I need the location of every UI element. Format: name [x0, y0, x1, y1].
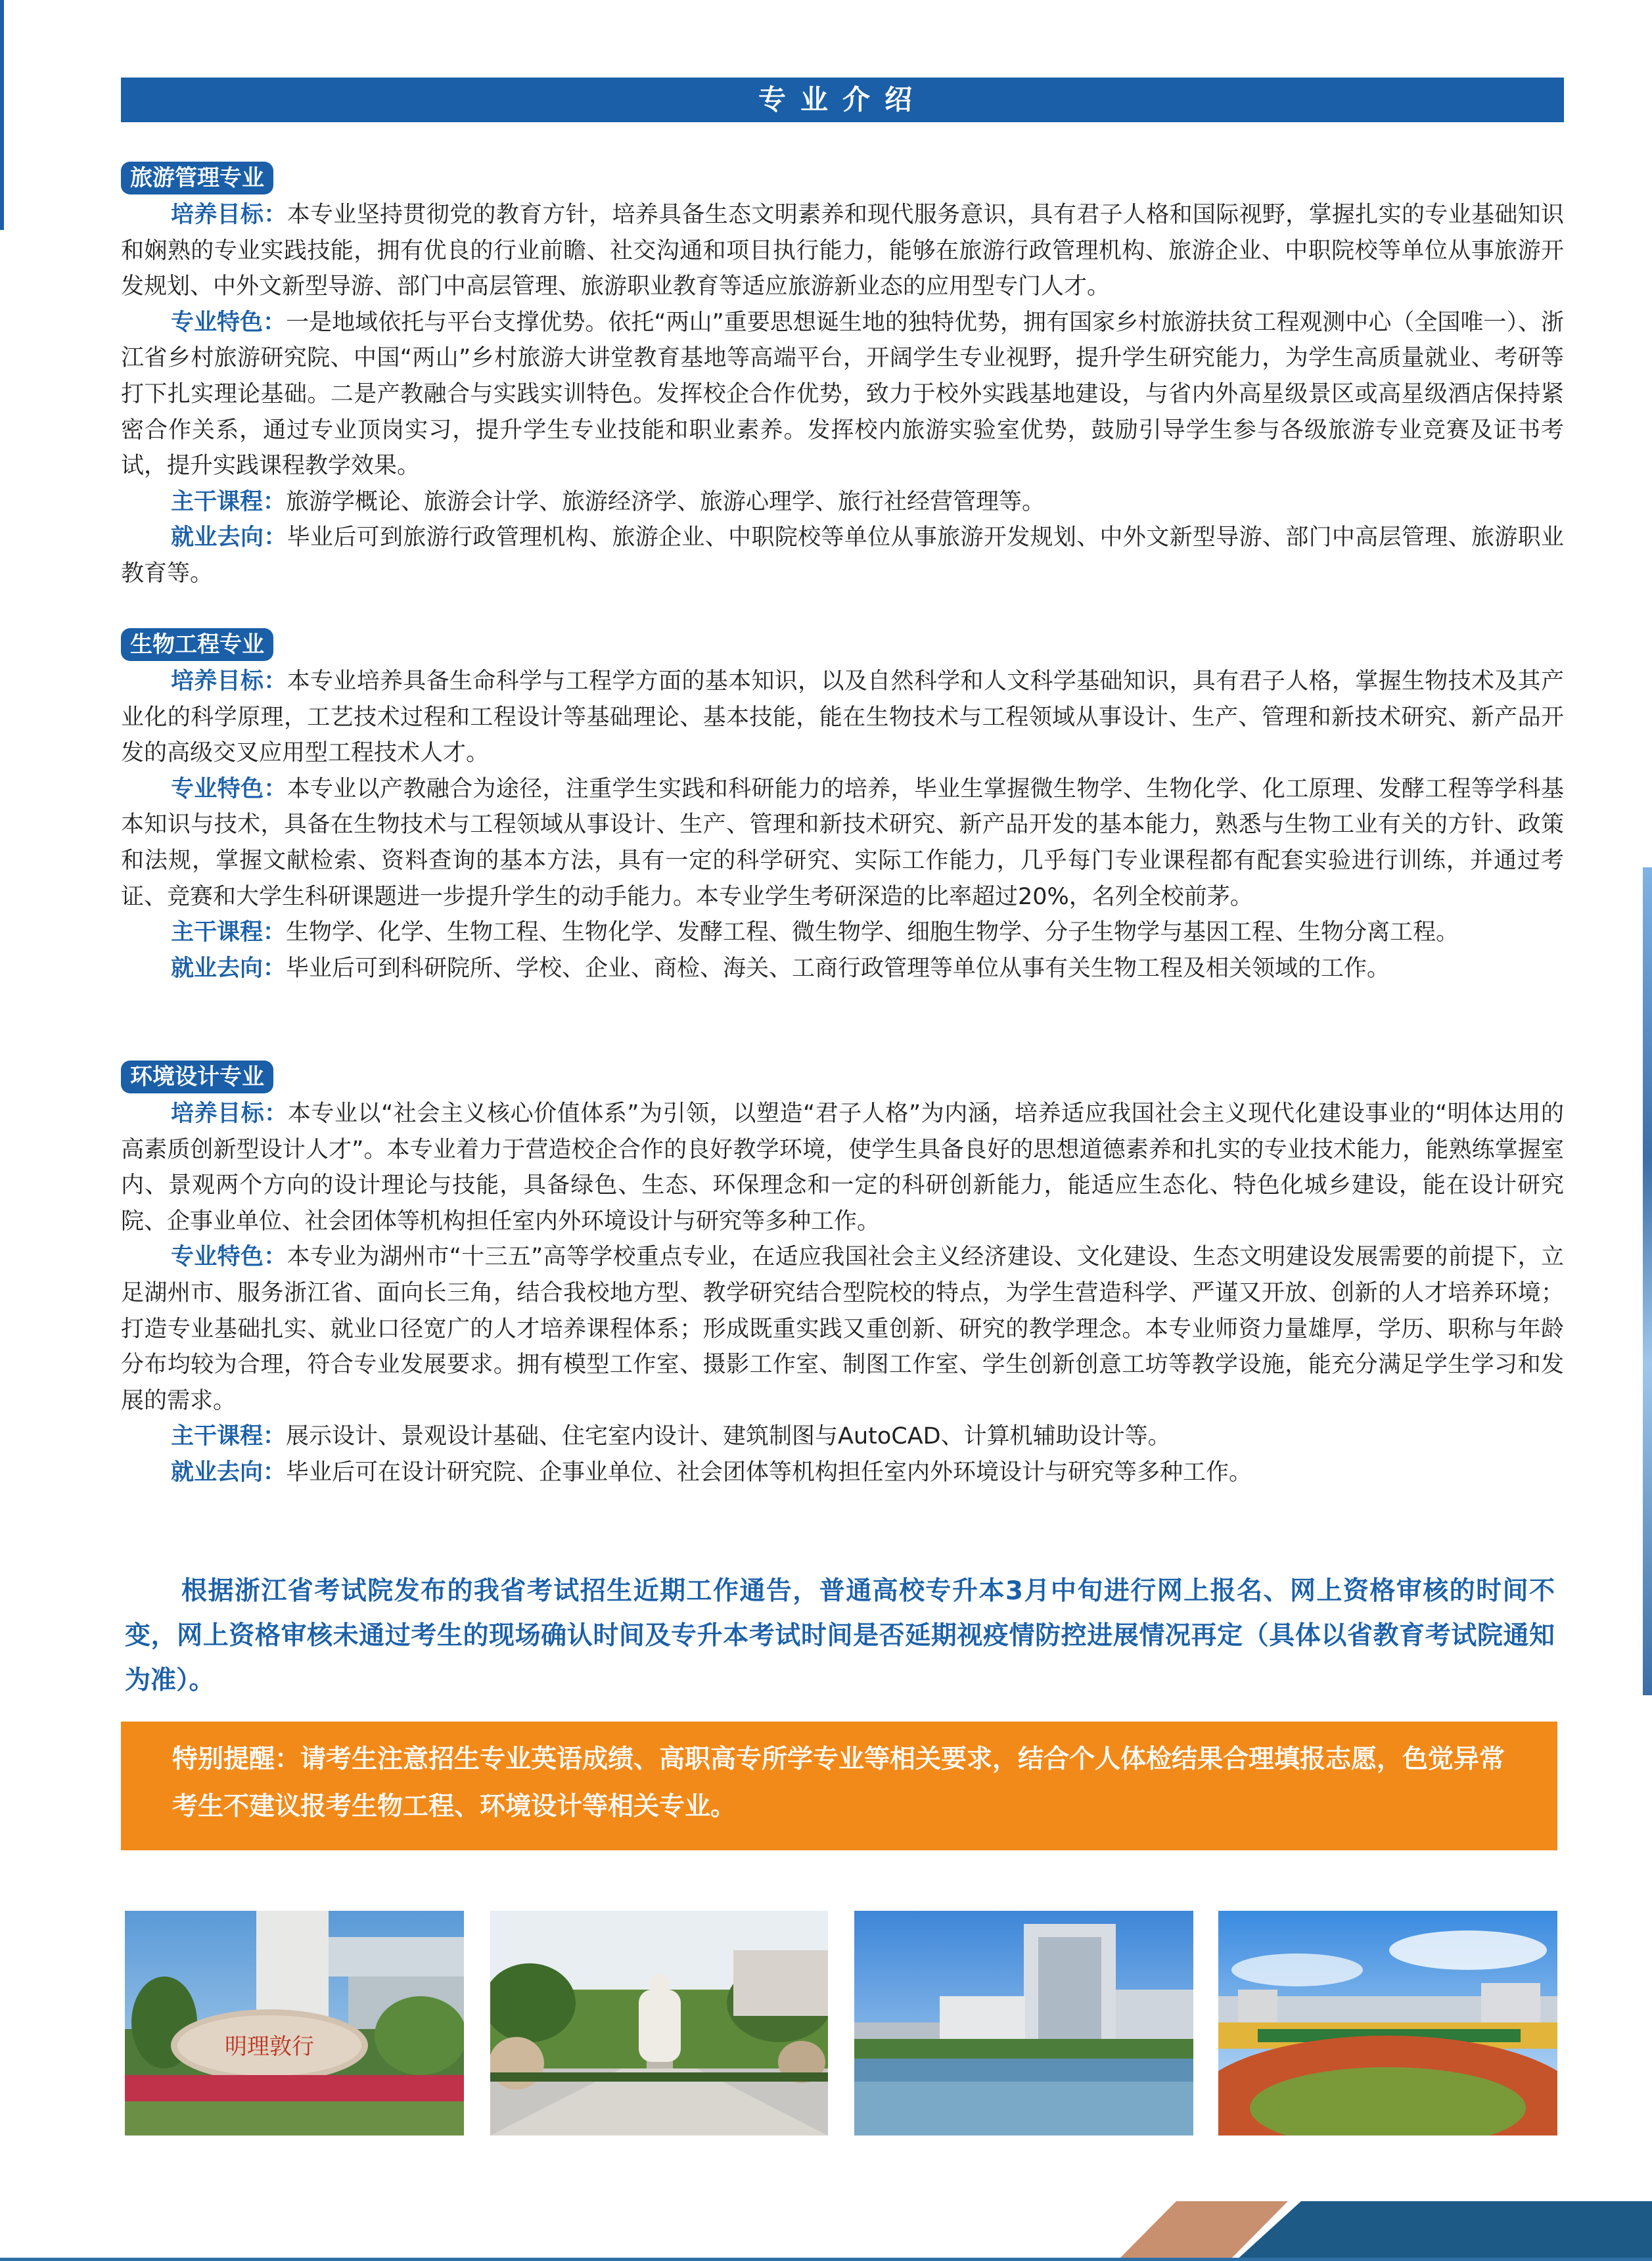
para-goal — [121, 197, 1564, 305]
library-lake-photo — [854, 1911, 1193, 2135]
special-reminder-box — [121, 1722, 1557, 1850]
para-feature — [121, 1239, 1564, 1419]
major-tag: 环境设计专业 — [121, 1061, 273, 1093]
statue-plaza-photo — [490, 1911, 828, 2135]
para-label: 就业去向： — [171, 955, 287, 982]
para-label: 专业特色： — [171, 775, 287, 802]
campus-stone-image — [125, 1911, 464, 2135]
para-label: 就业去向： — [171, 1459, 287, 1486]
stone-inscription: 明理敦行 — [225, 2034, 314, 2060]
para-text: 毕业后可到旅游行政管理机构、旅游企业、中职院校等单位从事旅游开发规划、中外文新型导游、部门中高层管理、旅游职业教育等。 — [121, 524, 1564, 587]
exam-notice: 根据浙江省考试院发布的我省考试招生近期工作通告，普通高校专升本3月中旬进行网上报名、网上资格审核的时间不变，网上资格审核未通过考生的现场确认时间及专升本考试时间是否延期视疫情防控进展情况再定（具体以省教育考试院通知为准）。 — [125, 1576, 1555, 1695]
para-text: 毕业后可到科研院所、学校、企业、商检、海关、工商行政管理等单位从事有关生物工程及相关领域的工作。 — [286, 955, 1390, 982]
major-section-bioengineering — [121, 628, 1564, 986]
para-label: 就业去向： — [171, 524, 287, 551]
para-feature — [121, 305, 1564, 484]
para-feature — [121, 771, 1564, 915]
left-accent-bar — [0, 0, 4, 230]
reminder-text: 特别提醒：请考生注意招生专业英语成绩、高职高专所学专业等相关要求，结合个人体检结果合理填报志愿，色觉异常考生不建议报考生物工程、环境设计等相关专业。 — [172, 1745, 1505, 1821]
para-label: 培养目标： — [171, 202, 287, 228]
stadium-image — [1218, 1911, 1557, 2135]
para-goal — [121, 1096, 1564, 1239]
major-tag: 生物工程专业 — [121, 628, 273, 661]
para-courses — [121, 484, 1564, 520]
para-text: 旅游学概论、旅游会计学、旅游经济学、旅游心理学、旅行社经营管理等。 — [286, 488, 1045, 515]
right-edge-photo-strip — [1643, 867, 1652, 1695]
para-text: 展示设计、景观设计基础、住宅室内设计、建筑制图与AutoCAD、计算机辅助设计等。 — [286, 1423, 1171, 1450]
para-text: 本专业以“社会主义核心价值体系”为引领，以塑造“君子人格”为内涵，培养适应我国社会主义现代化建设事业的“明体达用的高素质创新型设计人才”。本专业着力于营造校企合作的良好教学环境，使学生具备良好的思想道德素养和扎实的专业技术能力，能熟练掌握室内、景观两个方向的设计理论与技能，具备绿色、生态、环保理念和一定的科研创新能力，能适应生态化、特色化城乡建设，能在设计研究院、企事业单位、社会团体等机构担任室内外环境设计与研究等多种工作。 — [121, 1101, 1564, 1235]
para-courses — [121, 1419, 1564, 1455]
major-section-environment-design — [121, 1061, 1564, 1491]
para-courses — [121, 915, 1564, 951]
para-employment — [121, 520, 1564, 591]
stadium-photo — [1218, 1911, 1557, 2135]
para-label: 主干课程： — [171, 488, 287, 515]
major-tag: 旅游管理专业 — [121, 162, 273, 194]
para-text: 本专业培养具备生命科学与工程学方面的基本知识，以及自然科学和人文科学基础知识，具有君子人格，掌握生物技术及其产业化的科学原理，工艺技术过程和工程设计等基础理论、基本技能，能在生物技术与工程领域从事设计、生产、管理和新技术研究、新产品开发的高级交叉应用型工程技术人才。 — [121, 668, 1564, 767]
para-text: 一是地域依托与平台支撑优势。依托“两山”重要思想诞生地的独特优势，拥有国家乡村旅游扶贫工程观测中心（全国唯一）、浙江省乡村旅游研究院、中国“两山”乡村旅游大讲堂教育基地等高端平台，开阔学生专业视野，提升学生研究能力，为学生高质量就业、考研等打下扎实理论基础。二是产教融合与实践实训特色。发挥校企合作优势，致力于校外实践基地建设，与省内外高星级景区或高星级酒店保持紧密合作关系，通过专业顶岗实习，提升学生专业技能和职业素养。发挥校内旅游实验室优势，鼓励引导学生参与各级旅游专业竞赛及证书考试，提升实践课程教学效果。 — [121, 309, 1564, 480]
statue-plaza-image — [490, 1911, 828, 2135]
para-label: 培养目标： — [171, 668, 287, 695]
major-section-tourism — [121, 162, 1564, 592]
para-text: 生物学、化学、生物工程、生物化学、发酵工程、微生物学、细胞生物学、分子生物学与基因工程、生物分离工程。 — [286, 919, 1459, 946]
para-label: 主干课程： — [171, 919, 287, 946]
para-goal — [121, 664, 1564, 771]
page-title: 专业介绍 — [121, 78, 1564, 122]
bottom-decoration — [0, 2188, 1652, 2261]
para-text: 本专业坚持贯彻党的教育方针，培养具备生态文明素养和现代服务意识，具有君子人格和国际视野，掌握扎实的专业基础知识和娴熟的专业实践技能，拥有优良的行业前瞻、社交沟通和项目执行能力，能够在旅游行政管理机构、旅游企业、中职院校等单位从事旅游开发规划、中外文新型导游、部门中高层管理、旅游职业教育等适应旅游新业态的应用型专门人才。 — [121, 202, 1564, 300]
para-label: 专业特色： — [171, 1244, 287, 1271]
para-label: 培养目标： — [171, 1101, 288, 1127]
para-text: 本专业为湖州市“十三五”高等学校重点专业，在适应我国社会主义经济建设、文化建设、生态文明建设发展需要的前提下，立足湖州市、服务浙江省、面向长三角，结合我校地方型、教学研究结合型院校的特点，为学生营造科学、严谨又开放、创新的人才培养环境；打造专业基础扎实、就业口径宽广的人才培养课程体系；形成既重实践又重创新、研究的教学理念。本专业师资力量雄厚，学历、职称与年龄分布均较为合理，符合专业发展要求。拥有模型工作室、摄影工作室、制图工作室、学生创新创意工坊等教学设施，能充分满足学生学习和发展的需求。 — [121, 1244, 1564, 1414]
campus-stone-photo — [125, 1911, 464, 2135]
para-label: 主干课程： — [171, 1423, 287, 1450]
para-text: 毕业后可在设计研究院、企事业单位、社会团体等机构担任室内外环境设计与研究等多种工作。 — [286, 1459, 1252, 1486]
para-label: 专业特色： — [171, 309, 287, 336]
para-text: 本专业以产教融合为途径，注重学生实践和科研能力的培养，毕业生掌握微生物学、生物化学、化工原理、发酵工程等学科基本知识与技术，具备在生物技术与工程领域从事设计、生产、管理和新技术研究、新产品开发的基本能力，熟悉与生物工业有关的方针、政策和法规，掌握文献检索、资料查询的基本方法，具有一定的科学研究、实际工作能力，几乎每门专业课程都有配套实验进行训练，并通过考证、竞赛和大学生科研课题进一步提升学生的动手能力。本专业学生考研深造的比率超过20%，名列全校前茅。 — [121, 775, 1564, 910]
library-lake-image — [854, 1911, 1193, 2135]
para-employment — [121, 951, 1564, 987]
para-employment — [121, 1455, 1564, 1491]
